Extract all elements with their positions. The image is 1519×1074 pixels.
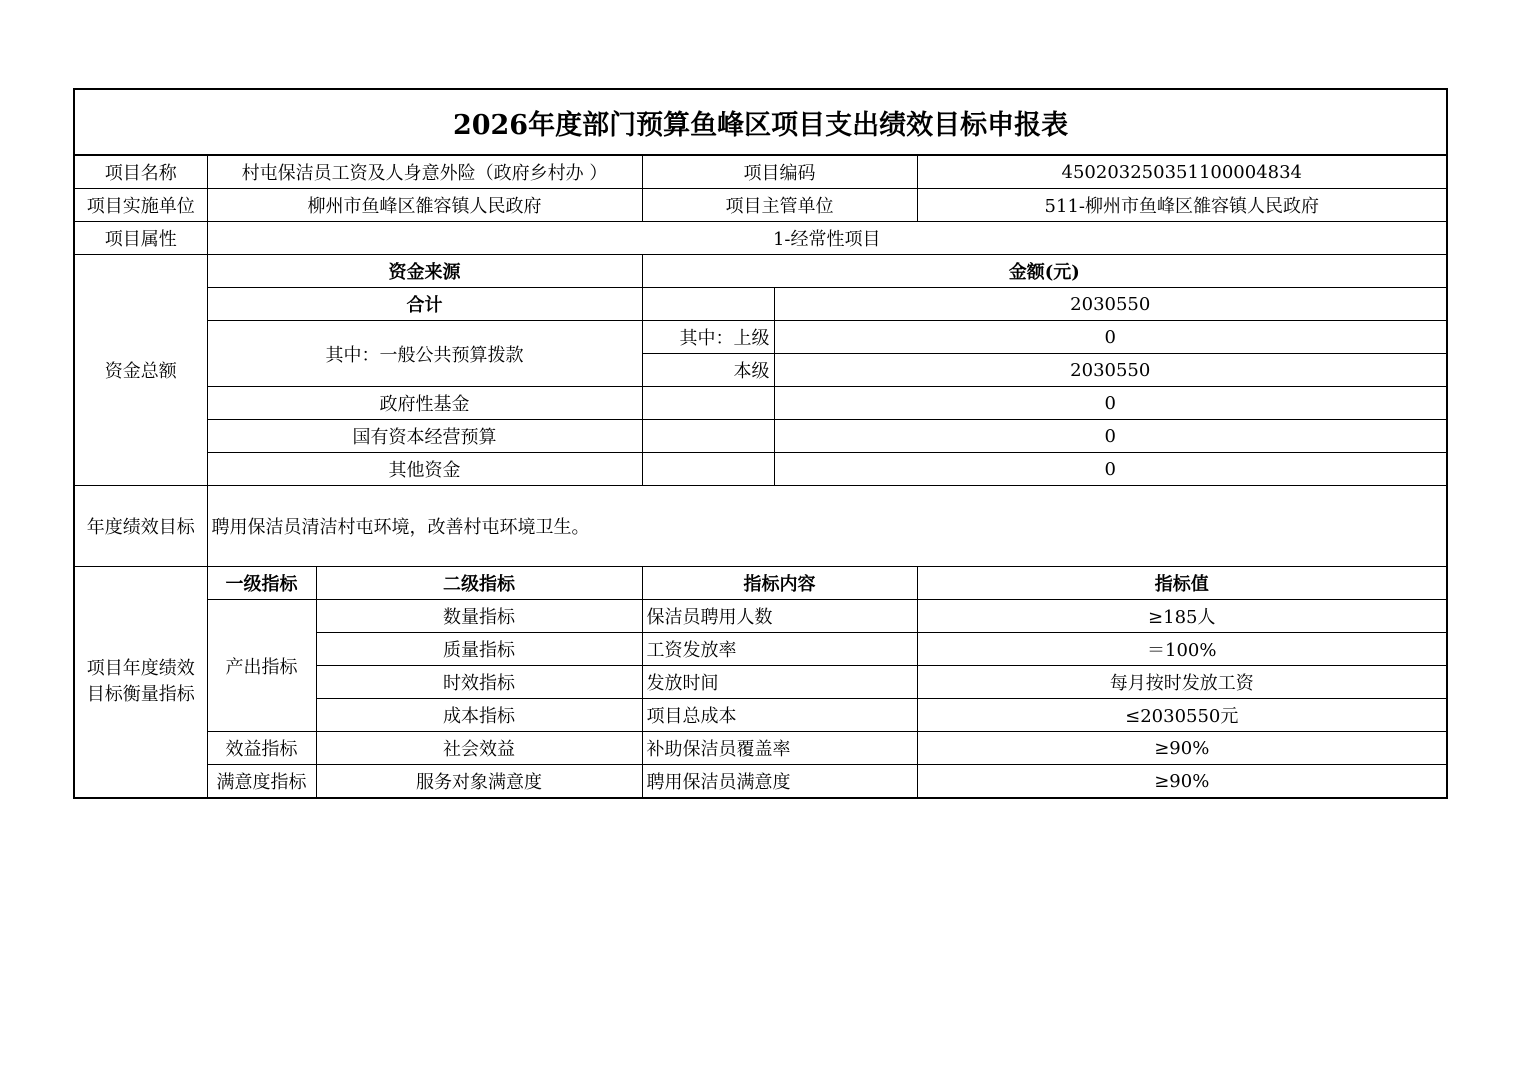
indicator-content: 保洁员聘用人数: [642, 600, 917, 633]
indicator-section-label: 项目年度绩效目标衡量指标: [74, 567, 207, 799]
mgr-unit-value: 511-柳州市鱼峰区雒容镇人民政府: [917, 189, 1447, 222]
benefit-indicator-label: 效益指标: [207, 732, 316, 765]
project-name-value: 村屯保洁员工资及人身意外险（政府乡村办 ）: [207, 155, 642, 189]
impl-unit-value: 柳州市鱼峰区雒容镇人民政府: [207, 189, 642, 222]
annual-goal-label: 年度绩效目标: [74, 486, 207, 567]
empty-cell: [642, 387, 774, 420]
local-level-label: 本级: [642, 354, 774, 387]
fund-total-label: 合计: [207, 288, 642, 321]
fund-amount-header: 金额(元): [642, 255, 1447, 288]
project-attr-value: 1-经常性项目: [207, 222, 1447, 255]
impl-unit-label: 项目实施单位: [74, 189, 207, 222]
indicator-level2: 时效指标: [316, 666, 642, 699]
output-indicator-label: 产出指标: [207, 600, 316, 732]
gov-fund-label: 政府性基金: [207, 387, 642, 420]
indicator-value: ≥90%: [917, 765, 1447, 799]
indicator-value: ≤2030550元: [917, 699, 1447, 732]
indicator-level2: 质量指标: [316, 633, 642, 666]
upper-level-label: 其中：上级: [642, 321, 774, 354]
empty-cell: [642, 420, 774, 453]
state-capital-label: 国有资本经营预算: [207, 420, 642, 453]
general-budget-label: 其中：一般公共预算拨款: [207, 321, 642, 387]
mgr-unit-label: 项目主管单位: [642, 189, 917, 222]
indicator-level2: 服务对象满意度: [316, 765, 642, 799]
gov-fund-value: 0: [774, 387, 1447, 420]
fund-total-value: 2030550: [774, 288, 1447, 321]
empty-cell: [642, 453, 774, 486]
project-name-label: 项目名称: [74, 155, 207, 189]
indicator-level2: 数量指标: [316, 600, 642, 633]
indicator-value: ≥90%: [917, 732, 1447, 765]
indicator-level2: 社会效益: [316, 732, 642, 765]
local-level-value: 2030550: [774, 354, 1447, 387]
indicator-level2: 成本指标: [316, 699, 642, 732]
project-code-label: 项目编码: [642, 155, 917, 189]
performance-target-table: [73, 88, 1448, 799]
satisfaction-indicator-label: 满意度指标: [207, 765, 316, 799]
annual-goal-text: 聘用保洁员清洁村屯环境，改善村屯环境卫生。: [207, 486, 1447, 567]
value-header: 指标值: [917, 567, 1447, 600]
indicator-value: ＝100%: [917, 633, 1447, 666]
project-attr-label: 项目属性: [74, 222, 207, 255]
fund-total-section-label: 资金总额: [74, 255, 207, 486]
state-capital-value: 0: [774, 420, 1447, 453]
indicator-content: 工资发放率: [642, 633, 917, 666]
indicator-content: 发放时间: [642, 666, 917, 699]
upper-level-value: 0: [774, 321, 1447, 354]
other-fund-value: 0: [774, 453, 1447, 486]
fund-source-header: 资金来源: [207, 255, 642, 288]
content-header: 指标内容: [642, 567, 917, 600]
page-title: 2026年度部门预算鱼峰区项目支出绩效目标申报表: [74, 89, 1447, 155]
indicator-content: 项目总成本: [642, 699, 917, 732]
level1-header: 一级指标: [207, 567, 316, 600]
indicator-value: 每月按时发放工资: [917, 666, 1447, 699]
indicator-value: ≥185人: [917, 600, 1447, 633]
indicator-content: 补助保洁员覆盖率: [642, 732, 917, 765]
project-code-value: 450203250351100004834: [917, 155, 1447, 189]
other-fund-label: 其他资金: [207, 453, 642, 486]
empty-cell: [642, 288, 774, 321]
level2-header: 二级指标: [316, 567, 642, 600]
indicator-content: 聘用保洁员满意度: [642, 765, 917, 799]
